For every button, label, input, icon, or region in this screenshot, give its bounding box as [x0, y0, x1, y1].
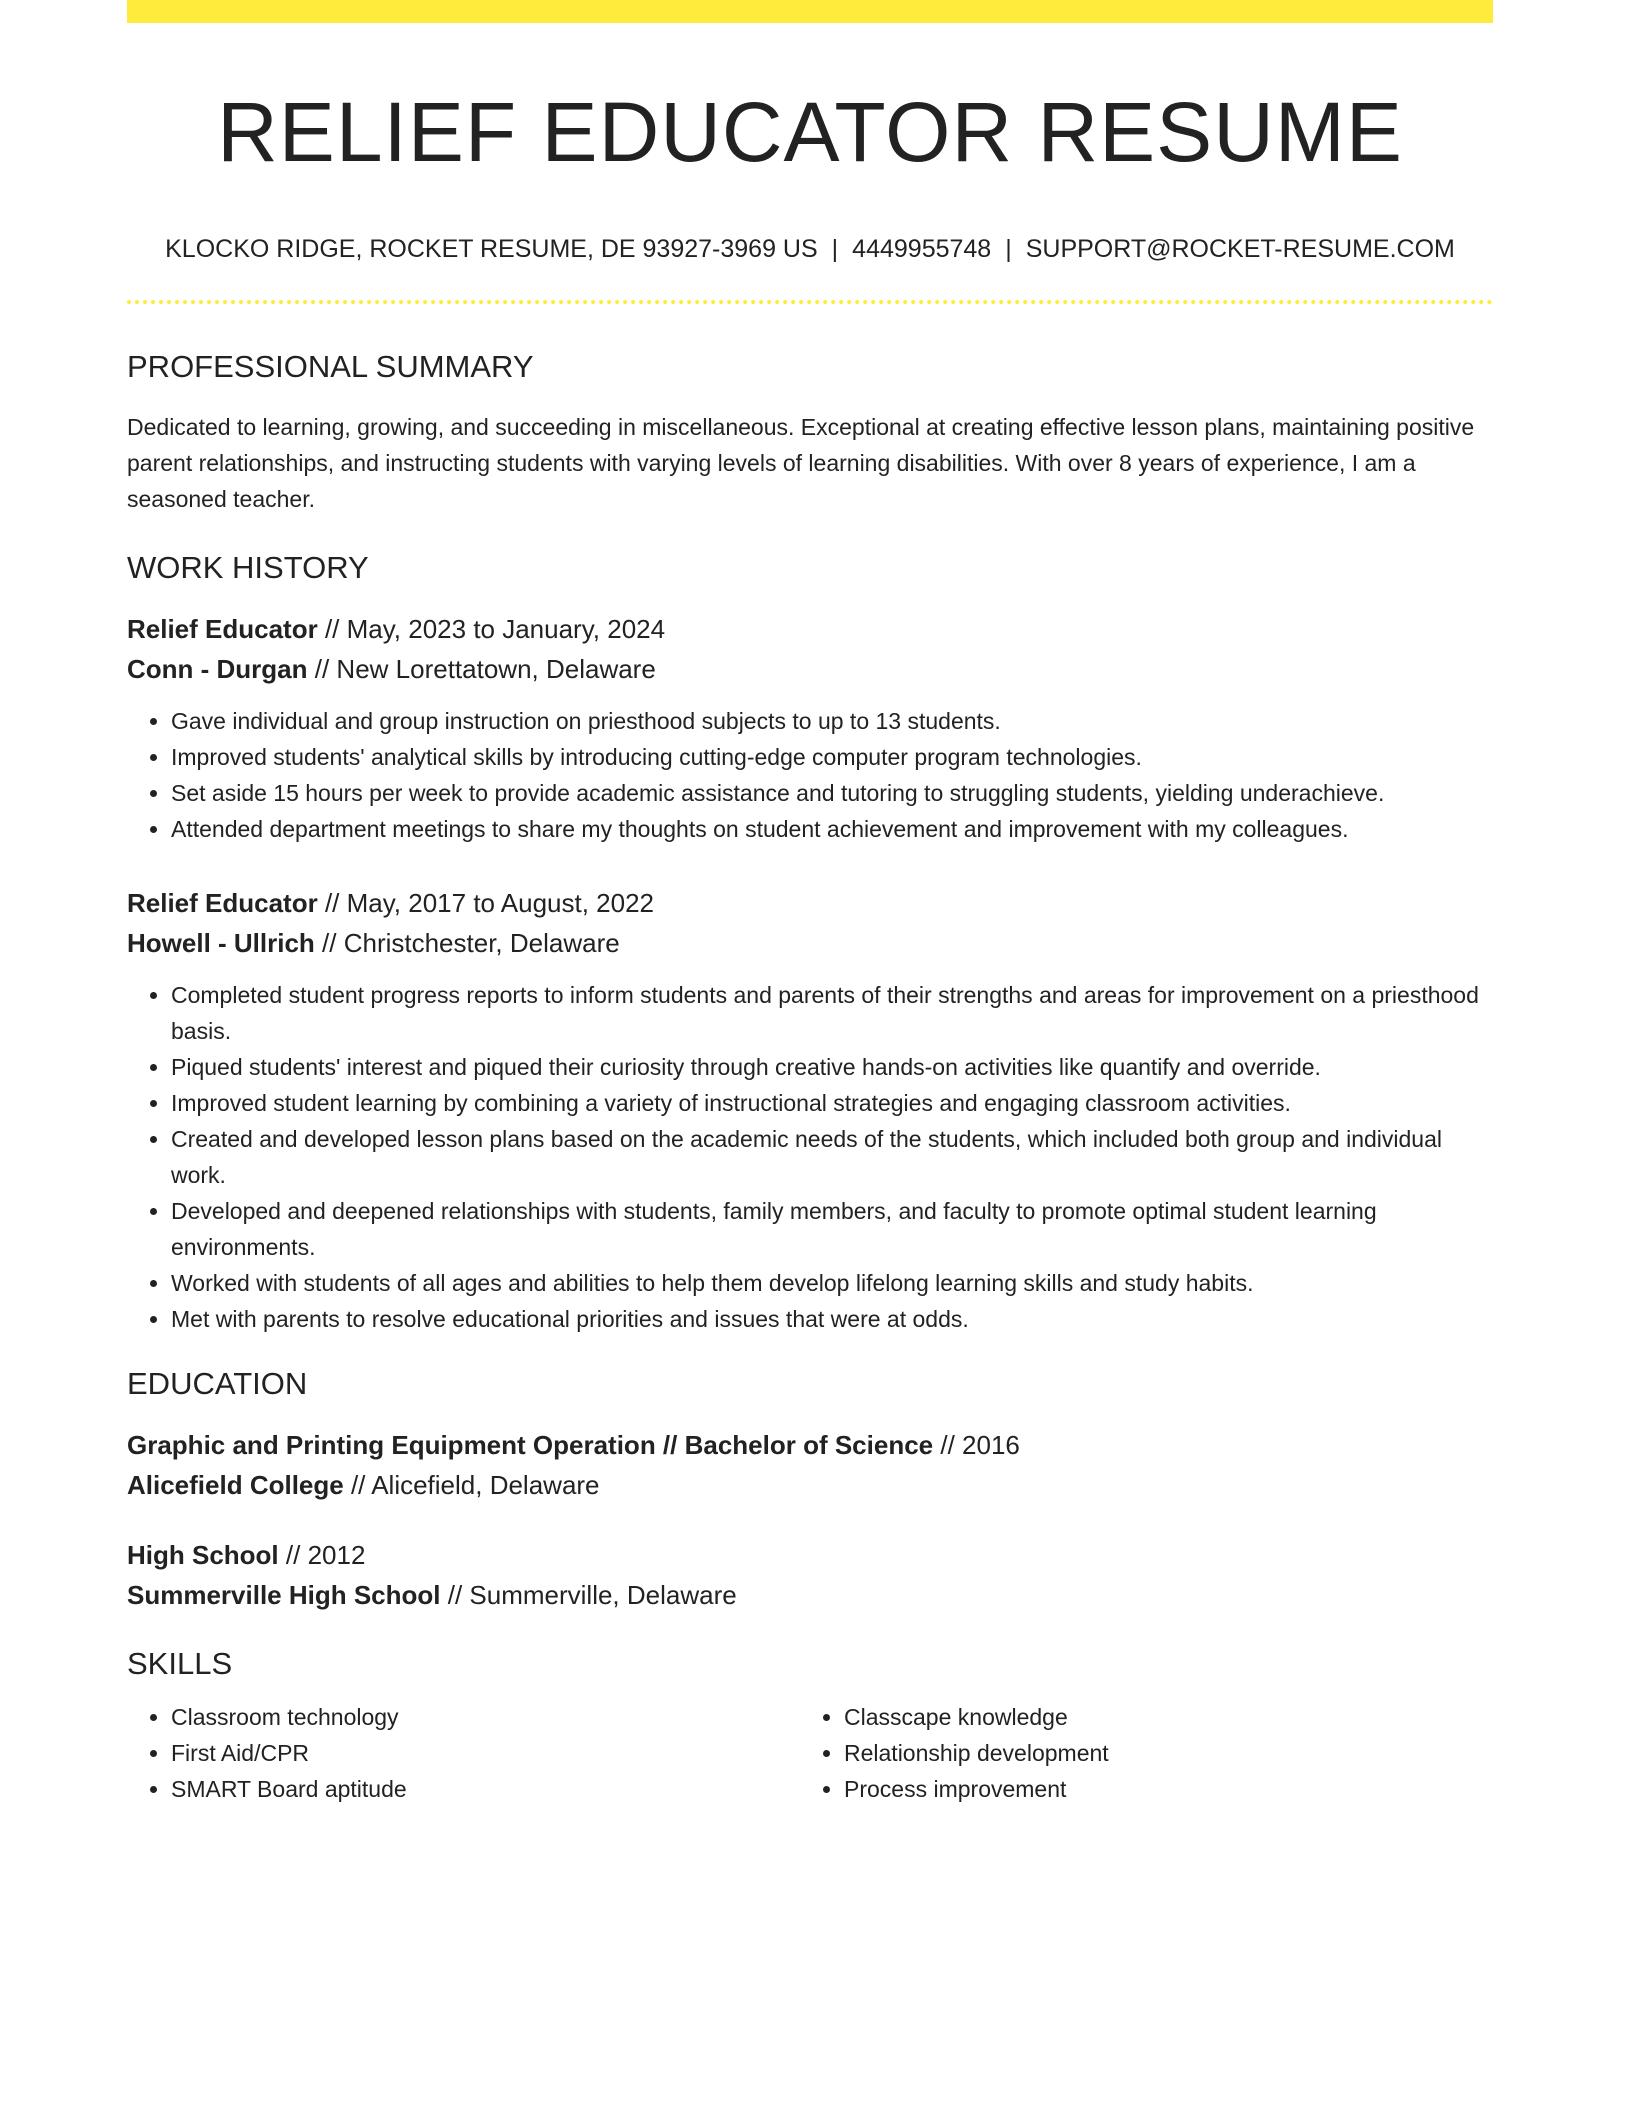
- contact-line: [127, 234, 1493, 264]
- skill-item: • Classcape knowledge: [844, 1699, 1473, 1735]
- skills-column-left: [127, 1699, 800, 1807]
- education-school-line: [127, 1465, 1493, 1505]
- skill-item: • Classroom technology: [171, 1699, 800, 1735]
- job-entry: [127, 883, 1493, 1337]
- education-entry: [127, 1535, 1493, 1615]
- job-bullet: • Met with parents to resolve educational priorities and issues that were at odds.: [171, 1301, 1493, 1337]
- job-bullet: • Gave individual and group instruction on priesthood subjects to up to 13 students.: [171, 703, 1493, 739]
- summary-paragraph: Dedicated to learning, growing, and succeeding in miscellaneous. Exceptional at creating effective lesson plans, maintaining positive parent relationships, and instructing students with varying levels of learning disabilities. With over 8 years of experience, I am a seasoned teacher.: [127, 413, 1475, 512]
- education-year: // 2016: [933, 1429, 1020, 1460]
- job-dates: // May, 2023 to January, 2024: [317, 613, 666, 644]
- job-bullet: • Developed and deepened relationships with students, family members, and faculty to promote optimal student learning environments.: [171, 1193, 1493, 1265]
- education-degree-line: [127, 1535, 1493, 1575]
- job-bullet: • Attended department meetings to share my thoughts on student achievement and improvement with my colleagues.: [171, 811, 1493, 847]
- job-company-line: [127, 649, 1493, 689]
- job-company: Conn - Durgan: [127, 653, 308, 684]
- job-title: Relief Educator: [127, 887, 318, 918]
- accent-top-bar: [127, 0, 1493, 23]
- job-dates: // May, 2017 to August, 2022: [317, 887, 655, 918]
- education-degree: High School: [127, 1539, 279, 1570]
- contact-phone: 4449955748: [852, 235, 992, 264]
- job-bullet: • Completed student progress reports to inform students and parents of their strengths and areas for improvement on a priesthood basis.: [171, 977, 1493, 1049]
- job-bullet: • Worked with students of all ages and abilities to help them develop lifelong learning skills and study habits.: [171, 1265, 1493, 1301]
- education-location: // Summerville, Delaware: [440, 1579, 737, 1610]
- skill-item: • SMART Board aptitude: [171, 1771, 800, 1807]
- education-degree: Graphic and Printing Equipment Operation // Bachelor of Science: [127, 1429, 934, 1460]
- job-bullet: • Set aside 15 hours per week to provide academic assistance and tutoring to struggling students, yielding underachieve.: [171, 775, 1493, 811]
- contact-address: KLOCKO RIDGE, ROCKET RESUME, DE 93927-3969 US: [165, 235, 818, 264]
- contact-separator: |: [831, 235, 839, 264]
- education-entry: [127, 1425, 1493, 1505]
- dotted-divider: [127, 300, 1493, 304]
- skill-item: • Relationship development: [844, 1735, 1473, 1771]
- section-heading-education: EDUCATION: [127, 1365, 308, 1401]
- section-heading-skills: SKILLS: [127, 1645, 233, 1681]
- skill-item: • Process improvement: [844, 1771, 1473, 1807]
- contact-separator: |: [1005, 235, 1012, 264]
- contact-email: SUPPORT@ROCKET-RESUME.COM: [1025, 235, 1455, 264]
- job-entry: [127, 609, 1493, 847]
- skills-list: [800, 1699, 1473, 1807]
- skill-item: • First Aid/CPR: [171, 1735, 800, 1771]
- education-school-line: [127, 1575, 1493, 1615]
- job-location: // Christchester, Delaware: [314, 927, 620, 958]
- education-degree-line: [127, 1425, 1493, 1465]
- job-title-line: [127, 609, 1493, 649]
- resume-page: [127, 0, 1493, 1807]
- job-company-line: [127, 923, 1493, 963]
- education-school: Alicefield College: [127, 1469, 344, 1500]
- education-school: Summerville High School: [127, 1579, 441, 1610]
- section-heading-summary: PROFESSIONAL SUMMARY: [127, 349, 534, 385]
- section-heading-work-history: WORK HISTORY: [127, 549, 369, 585]
- job-title-line: [127, 883, 1493, 923]
- education-location: // Alicefield, Delaware: [343, 1469, 600, 1500]
- resume-title: RELIEF EDUCATOR RESUME: [217, 85, 1403, 179]
- job-title: Relief Educator: [127, 613, 318, 644]
- job-bullet-list: [127, 703, 1493, 847]
- job-bullet: • Improved students' analytical skills by introducing cutting-edge computer program technologies.: [171, 739, 1493, 775]
- skills-list: [127, 1699, 800, 1807]
- skills-column-right: [800, 1699, 1473, 1807]
- education-year: // 2012: [278, 1539, 366, 1570]
- job-company: Howell - Ullrich: [127, 927, 315, 958]
- job-bullet: • Improved student learning by combining a variety of instructional strategies and engaging classroom activities.: [171, 1085, 1493, 1121]
- job-location: // New Lorettatown, Delaware: [307, 653, 656, 684]
- job-bullet-list: [127, 977, 1493, 1337]
- job-bullet: • Piqued students' interest and piqued their curiosity through creative hands-on activities like quantify and override.: [171, 1049, 1493, 1085]
- job-bullet: • Created and developed lesson plans based on the academic needs of the students, which included both group and individual work.: [171, 1121, 1493, 1193]
- skills-grid: [127, 1699, 1493, 1807]
